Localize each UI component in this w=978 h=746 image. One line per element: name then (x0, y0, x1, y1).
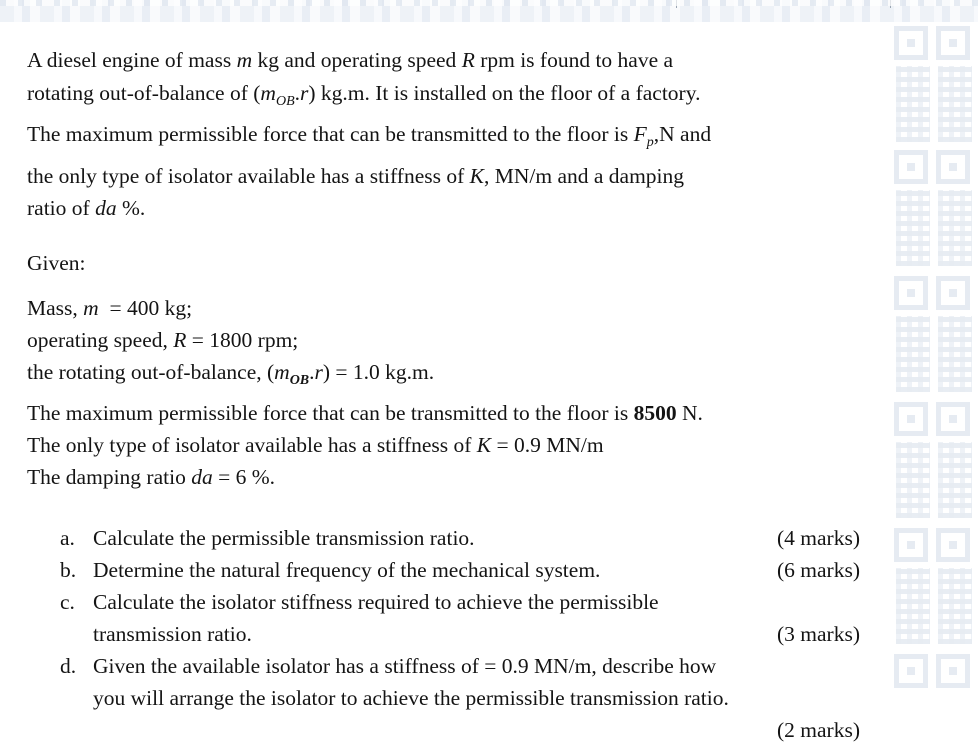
qr-watermark-icon (894, 26, 928, 60)
text: A diesel engine of mass (27, 48, 237, 72)
problem-line (27, 77, 887, 119)
question-item (60, 554, 860, 586)
question-text: transmission ratio. (93, 622, 252, 646)
symbol-r: r (314, 359, 323, 384)
symbol-da: da (191, 464, 213, 489)
given-speed (27, 324, 887, 356)
text: The maximum permissible force that can be transmitted to the floor is (27, 122, 634, 146)
watermark-pattern (896, 442, 930, 518)
text: . (309, 359, 315, 384)
problem-line (27, 160, 887, 193)
qr-watermark-icon (936, 528, 970, 562)
subscript-p: p (646, 135, 654, 150)
symbol-k: K (476, 432, 492, 457)
question-text: Given the available isolator has a stiffness of = 0.9 MN/m, describe how (93, 654, 717, 678)
label: The damping ratio (27, 464, 192, 489)
text: rotating out-of-balance of ( (27, 80, 261, 105)
value: = 1800 rpm; (186, 327, 299, 352)
qr-watermark-icon (936, 276, 970, 310)
symbol-f: F (633, 122, 647, 146)
problem-line (27, 192, 887, 225)
symbol-m: m (83, 295, 99, 320)
qr-watermark-icon (894, 150, 928, 184)
band-divider (890, 0, 891, 8)
watermark-pattern (896, 568, 930, 644)
value: = 400 kg; (98, 295, 193, 320)
marks-label: (6 marks) (777, 558, 860, 582)
watermark-pattern (896, 316, 930, 392)
problem-document (27, 44, 887, 493)
watermark-pattern (938, 66, 972, 142)
problem-statement (27, 44, 887, 225)
text: rpm is found to have a (474, 48, 674, 72)
qr-watermark-icon (894, 528, 928, 562)
question-text: Determine the natural frequency of the mechanical system. (93, 558, 601, 582)
side-watermark (890, 22, 978, 736)
value: = 0.9 MN/m (491, 432, 604, 457)
unit: N. (676, 400, 703, 425)
given-stiffness (27, 429, 887, 461)
watermark-pattern (938, 190, 972, 266)
text: ,N and (653, 122, 712, 146)
text: . (294, 80, 300, 105)
given-max-force (27, 397, 887, 429)
problem-line (27, 118, 887, 160)
qr-watermark-icon (894, 402, 928, 436)
marks-label: (2 marks) (777, 718, 860, 742)
question-item (60, 650, 860, 746)
text: %. (116, 196, 146, 220)
given-heading: Given: (27, 250, 86, 275)
qr-watermark-icon (936, 654, 970, 688)
text: the only type of isolator available has a stiffness of (27, 163, 470, 188)
symbol-m: m (274, 359, 290, 384)
band-divider (676, 0, 677, 8)
watermark-pattern (896, 190, 930, 266)
given-values (27, 292, 887, 493)
value: ) = 1.0 kg.m. (322, 359, 435, 384)
watermark-pattern (938, 568, 972, 644)
value: 8500 (633, 400, 677, 425)
problem-line (27, 44, 887, 77)
question-text: Calculate the permissible transmission ratio. (93, 526, 475, 550)
qr-watermark-icon (894, 276, 928, 310)
symbol-r: r (300, 80, 309, 105)
text: kg and operating speed (252, 48, 462, 72)
symbol-r: R (461, 48, 475, 72)
watermark-pattern (896, 66, 930, 142)
question-text: Calculate the isolator stiffness required to achieve the permissible (93, 590, 659, 614)
header-watermark-band (0, 0, 978, 22)
question-letter: a. (60, 526, 75, 550)
qr-watermark-icon (936, 402, 970, 436)
label: the rotating out-of-balance, ( (27, 359, 275, 384)
text: ) kg.m. It is installed on the floor of a factory. (308, 80, 701, 105)
qr-watermark-icon (894, 654, 928, 688)
question-letter: c. (60, 590, 75, 614)
value: = 6 %. (212, 464, 275, 489)
given-mass (27, 292, 887, 324)
symbol-r: R (173, 327, 187, 352)
label: The only type of isolator available has a stiffness of (27, 432, 477, 457)
text: , MN/m and a damping (483, 163, 685, 188)
symbol-m: m (236, 48, 253, 72)
label: operating speed, (27, 327, 174, 352)
qr-watermark-icon (936, 26, 970, 60)
symbol-k: K (469, 163, 484, 188)
question-text: you will arrange the isolator to achieve the permissible transmission ratio. (93, 686, 729, 710)
watermark-pattern (938, 316, 972, 392)
given-out-of-balance (27, 356, 887, 397)
question-item (60, 586, 860, 650)
watermark-pattern (938, 442, 972, 518)
symbol-m: m (260, 80, 276, 105)
subscript-ob: OB (275, 93, 295, 109)
text: ratio of (27, 196, 96, 220)
question-letter: d. (60, 654, 77, 678)
label: The maximum permissible force that can be transmitted to the floor is (27, 400, 634, 425)
symbol-da: da (95, 196, 117, 220)
marks-label: (3 marks) (777, 622, 860, 646)
label: Mass, (27, 295, 84, 320)
marks-label: (4 marks) (777, 526, 860, 550)
question-list (60, 522, 860, 746)
given-damping (27, 461, 887, 493)
question-item (60, 522, 860, 554)
subscript-ob: OB (289, 372, 310, 388)
qr-watermark-icon (936, 150, 970, 184)
question-letter: b. (60, 558, 77, 582)
